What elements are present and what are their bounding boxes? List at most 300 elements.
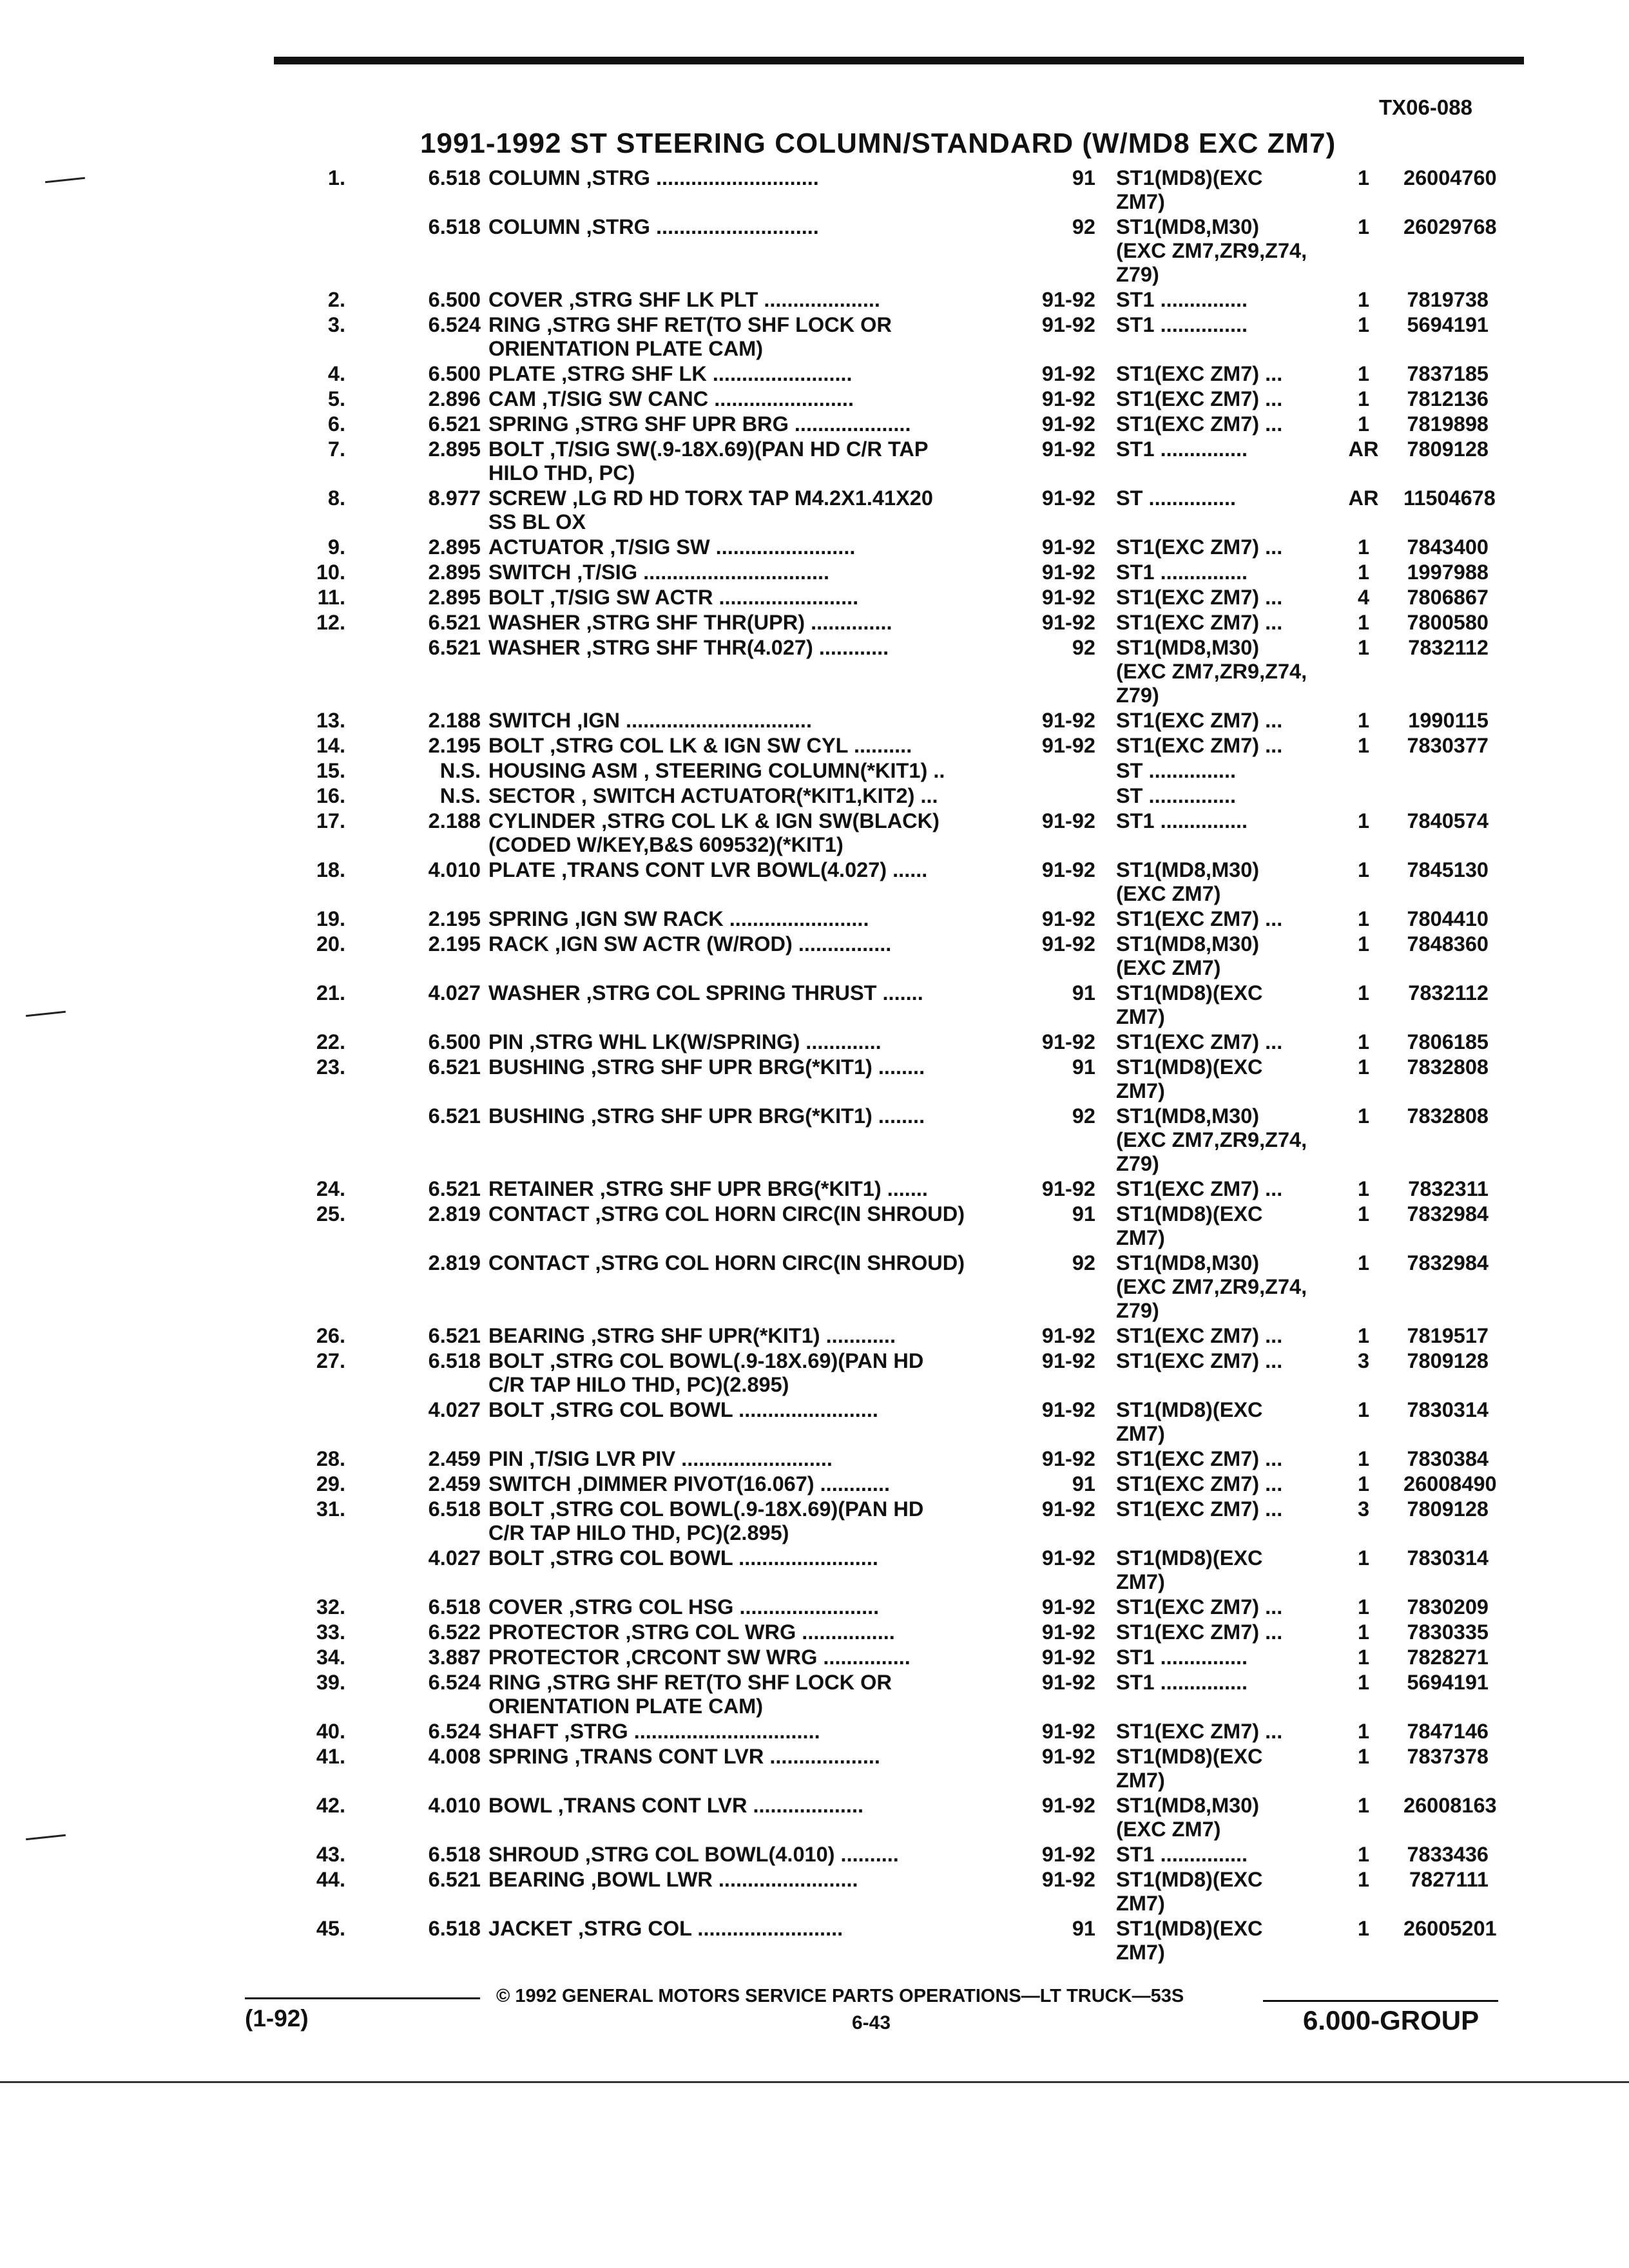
usage-code — [1116, 288, 1248, 312]
part-description — [488, 1030, 882, 1054]
quantity: 3 — [1357, 1497, 1370, 1521]
usage-code-line: ZM7) — [1116, 1769, 1165, 1792]
part-number: 26005201 — [1403, 1917, 1497, 1940]
part-description-line: BOLT ,STRG COL BOWL ........................ — [488, 1398, 878, 1421]
part-description-line: PIN ,STRG WHL LK(W/SPRING) ............. — [488, 1030, 882, 1053]
page-title: 1991-1992 ST STEERING COLUMN/STANDARD (W/MD8 EXC ZM7) — [420, 128, 1336, 159]
usage-code-line: ST1(EXC ZM7) ... — [1116, 1595, 1283, 1619]
usage-code-line: (EXC ZM7) — [1116, 1818, 1221, 1841]
usage-code-line: ZM7) — [1116, 1892, 1165, 1915]
part-number: 7804410 — [1407, 907, 1489, 930]
part-description — [488, 1349, 923, 1397]
part-description-line: COLUMN ,STRG ............................ — [488, 166, 819, 189]
usage-code — [1116, 759, 1236, 783]
part-description-line: SECTOR , SWITCH ACTUATOR(*KIT1,KIT2) ... — [488, 784, 938, 807]
usage-code-line: ST1(MD8)(EXC — [1116, 1202, 1263, 1225]
item-number: 40. — [316, 1720, 345, 1743]
usage-code — [1116, 1497, 1282, 1521]
item-number: 19. — [316, 907, 345, 930]
group-number: N.S. — [439, 759, 481, 782]
footer-page-number: 6-43 — [852, 2012, 891, 2033]
part-description — [488, 636, 889, 660]
footer-revision-date: (1-92) — [245, 2005, 309, 2032]
item-number: 26. — [316, 1324, 345, 1347]
usage-code — [1116, 1620, 1282, 1644]
usage-code — [1116, 636, 1307, 707]
group-number: 6.518 — [428, 1917, 481, 1940]
group-number: 2.895 — [428, 561, 481, 584]
parts-table — [0, 166, 1629, 1966]
usage-code-line: ZM7) — [1116, 190, 1165, 213]
usage-code — [1116, 1055, 1263, 1103]
quantity: 1 — [1357, 1546, 1370, 1570]
group-number: 6.521 — [428, 1104, 481, 1128]
model-years: 91 — [1072, 166, 1095, 189]
model-years: 92 — [1072, 1104, 1095, 1128]
part-description-line: BEARING ,STRG SHF UPR(*KIT1) ............ — [488, 1324, 896, 1347]
part-description-line: CAM ,T/SIG SW CANC ........................ — [488, 387, 854, 410]
quantity: 1 — [1357, 362, 1370, 385]
usage-code-line: ST1(MD8)(EXC — [1116, 1917, 1263, 1940]
item-number: 33. — [316, 1620, 345, 1644]
part-description-line: SS BL OX — [488, 510, 586, 533]
part-description-line: SCREW ,LG RD HD TORX TAP M4.2X1.41X20 — [488, 486, 933, 510]
usage-code — [1116, 1794, 1259, 1841]
part-number: 7837185 — [1407, 362, 1489, 385]
group-number: 2.195 — [428, 932, 481, 956]
quantity: 1 — [1357, 1794, 1370, 1817]
usage-code-line: (EXC ZM7,ZR9,Z74, — [1116, 239, 1307, 262]
part-description — [488, 412, 911, 436]
part-description — [488, 1843, 899, 1867]
group-number: 4.008 — [428, 1745, 481, 1768]
model-years: 91-92 — [1041, 535, 1095, 559]
usage-code-line: ST1(MD8,M30) — [1116, 1251, 1260, 1274]
quantity: 1 — [1357, 1671, 1370, 1694]
item-number: 1. — [327, 166, 345, 189]
usage-code-line: ST1(EXC ZM7) ... — [1116, 611, 1283, 634]
table-row — [0, 412, 1629, 437]
group-number: 2.819 — [428, 1251, 481, 1274]
quantity: 1 — [1357, 166, 1370, 189]
table-row — [0, 1595, 1629, 1620]
quantity: 1 — [1357, 288, 1370, 311]
part-description-line: BEARING ,BOWL LWR ........................ — [488, 1868, 858, 1891]
quantity: 1 — [1357, 1745, 1370, 1768]
part-number: 7809128 — [1407, 437, 1489, 461]
group-number: 2.895 — [428, 437, 481, 461]
quantity: 1 — [1357, 1917, 1370, 1940]
part-description-line: SPRING ,STRG SHF UPR BRG .................... — [488, 412, 911, 436]
usage-code-line: ST1(MD8)(EXC — [1116, 1868, 1263, 1891]
part-number: 7845130 — [1407, 858, 1489, 881]
quantity: AR — [1348, 437, 1379, 461]
usage-code — [1116, 1843, 1248, 1867]
table-row — [0, 1349, 1629, 1398]
group-number: 4.010 — [428, 1794, 481, 1817]
part-number: 7847146 — [1407, 1720, 1489, 1743]
model-years: 91-92 — [1041, 437, 1095, 461]
part-description-line: BOLT ,STRG COL BOWL ........................ — [488, 1546, 878, 1570]
group-number: 6.521 — [428, 611, 481, 634]
table-row — [0, 215, 1629, 288]
part-description-line: PIN ,T/SIG LVR PIV .......................... — [488, 1447, 833, 1470]
part-description-line: HOUSING ASM , STEERING COLUMN(*KIT1) .. — [488, 759, 945, 782]
part-description-line: COVER ,STRG SHF LK PLT .................... — [488, 288, 880, 311]
part-number: 26029768 — [1403, 215, 1497, 238]
usage-code-line: ST1(MD8)(EXC — [1116, 1745, 1263, 1768]
usage-code-line: ST1(EXC ZM7) ... — [1116, 362, 1283, 385]
part-description-line: RACK ,IGN SW ACTR (W/ROD) ................ — [488, 932, 892, 956]
part-description — [488, 1177, 928, 1201]
part-number: 7832112 — [1408, 981, 1489, 1004]
part-number: 7830314 — [1407, 1398, 1489, 1421]
usage-code-line: ST1(MD8)(EXC — [1116, 166, 1263, 189]
part-number: 7819738 — [1407, 288, 1489, 311]
quantity: 1 — [1357, 1720, 1370, 1743]
group-number: 4.027 — [428, 981, 481, 1004]
part-number: 7812136 — [1407, 387, 1489, 410]
table-row — [0, 1720, 1629, 1745]
quantity: 1 — [1357, 313, 1370, 336]
part-description — [488, 437, 929, 485]
table-row — [0, 611, 1629, 636]
usage-code — [1116, 166, 1263, 214]
footer-copyright: © 1992 GENERAL MOTORS SERVICE PARTS OPERATIONS—LT TRUCK—53S — [496, 1986, 1184, 2006]
table-row — [0, 1794, 1629, 1843]
part-description-line: C/R TAP HILO THD, PC)(2.895) — [488, 1521, 789, 1544]
item-number: 45. — [316, 1917, 345, 1940]
table-row — [0, 288, 1629, 313]
model-years: 91 — [1072, 1202, 1095, 1225]
quantity: 1 — [1357, 1202, 1370, 1225]
usage-code — [1116, 907, 1282, 931]
quantity: 1 — [1357, 1472, 1370, 1495]
usage-code-line: ST1(MD8,M30) — [1116, 1104, 1260, 1128]
quantity: 1 — [1357, 1251, 1370, 1274]
part-description-line: SHROUD ,STRG COL BOWL(4.010) .......... — [488, 1843, 899, 1866]
part-number: 5694191 — [1407, 1671, 1489, 1694]
quantity: 1 — [1357, 1104, 1370, 1128]
usage-code — [1116, 932, 1259, 980]
part-description-line: BOWL ,TRANS CONT LVR ................... — [488, 1794, 864, 1817]
part-description — [488, 1202, 965, 1226]
quantity: 1 — [1357, 412, 1370, 436]
part-description-line: BOLT ,T/SIG SW ACTR ........................ — [488, 586, 859, 609]
quantity: 1 — [1357, 1055, 1370, 1079]
usage-code-line: ST1(EXC ZM7) ... — [1116, 387, 1283, 410]
usage-code — [1116, 611, 1282, 635]
item-number: 28. — [316, 1447, 345, 1470]
table-row — [0, 1030, 1629, 1055]
model-years: 91-92 — [1041, 1843, 1095, 1866]
item-number: 6. — [327, 412, 345, 436]
usage-code-line: ST1(EXC ZM7) ... — [1116, 1720, 1283, 1743]
part-description-line: BOLT ,STRG COL BOWL(.9-18X.69)(PAN HD — [488, 1497, 924, 1521]
model-years: 91-92 — [1041, 907, 1095, 930]
part-description-line: SHAFT ,STRG ................................ — [488, 1720, 820, 1743]
table-row — [0, 709, 1629, 734]
part-description — [488, 215, 819, 239]
part-description — [488, 1917, 843, 1941]
part-description — [488, 1104, 925, 1128]
part-description — [488, 1398, 878, 1422]
item-number: 7. — [327, 437, 345, 461]
usage-code-line: ST1(MD8)(EXC — [1116, 1398, 1263, 1421]
group-number: 6.518 — [428, 1349, 481, 1372]
group-number: 6.518 — [428, 215, 481, 238]
usage-code-line: ST1(EXC ZM7) ... — [1116, 1497, 1283, 1521]
model-years: 91-92 — [1041, 1720, 1095, 1743]
table-row — [0, 362, 1629, 387]
group-number: 6.521 — [428, 1324, 481, 1347]
usage-code-line: ZM7) — [1116, 1422, 1165, 1445]
group-number: 4.010 — [428, 858, 481, 881]
part-description — [488, 734, 912, 758]
footer-rule-left — [245, 1997, 480, 1999]
usage-code-line: Z79) — [1116, 263, 1159, 286]
part-description — [488, 759, 945, 783]
part-number: 7848360 — [1407, 932, 1489, 956]
table-row — [0, 1745, 1629, 1794]
model-years: 91-92 — [1041, 561, 1095, 584]
part-number: 7830335 — [1407, 1620, 1489, 1644]
usage-code-line: ST1(MD8,M30) — [1116, 215, 1260, 238]
model-years: 91-92 — [1041, 486, 1095, 510]
item-number: 27. — [316, 1349, 345, 1372]
item-number: 8. — [327, 486, 345, 510]
model-years: 91-92 — [1041, 1868, 1095, 1891]
part-number: 7819898 — [1407, 412, 1489, 436]
usage-code-line: ST1 ............... — [1116, 561, 1248, 584]
usage-code-line: ST1(EXC ZM7) ... — [1116, 586, 1283, 609]
model-years: 91-92 — [1041, 932, 1095, 956]
part-description — [488, 486, 933, 534]
part-description-line: SPRING ,IGN SW RACK ........................ — [488, 907, 869, 930]
table-row — [0, 1917, 1629, 1966]
usage-code — [1116, 1546, 1263, 1594]
model-years: 91-92 — [1041, 362, 1095, 385]
part-description-line: JACKET ,STRG COL ......................... — [488, 1917, 843, 1940]
part-description-line: PLATE ,STRG SHF LK ........................ — [488, 362, 853, 385]
part-description-line: WASHER ,STRG SHF THR(4.027) ............ — [488, 636, 889, 659]
model-years: 91-92 — [1041, 809, 1095, 832]
part-number: 7832112 — [1408, 636, 1489, 659]
part-number: 1997988 — [1407, 561, 1489, 584]
part-description-line: CONTACT ,STRG COL HORN CIRC(IN SHROUD) — [488, 1251, 965, 1274]
usage-code-line: Z79) — [1116, 684, 1159, 707]
table-row — [0, 1646, 1629, 1671]
usage-code-line: ZM7) — [1116, 1570, 1165, 1593]
table-row — [0, 437, 1629, 486]
table-row — [0, 1620, 1629, 1646]
usage-code-line: Z79) — [1116, 1152, 1159, 1175]
group-number: 6.522 — [428, 1620, 481, 1644]
table-row — [0, 1843, 1629, 1868]
item-number: 34. — [316, 1646, 345, 1669]
part-description-line: RING ,STRG SHF RET(TO SHF LOCK OR — [488, 1671, 892, 1694]
usage-code — [1116, 1324, 1282, 1348]
table-row — [0, 561, 1629, 586]
item-number: 5. — [327, 387, 345, 410]
usage-code-line: ST1(EXC ZM7) ... — [1116, 907, 1283, 930]
part-description — [488, 1497, 923, 1545]
table-row — [0, 387, 1629, 412]
quantity: 1 — [1357, 1843, 1370, 1866]
part-description — [488, 784, 938, 808]
table-row — [0, 486, 1629, 535]
item-number: 3. — [327, 313, 345, 336]
part-description-line: COLUMN ,STRG ............................ — [488, 215, 819, 238]
model-years: 92 — [1072, 215, 1095, 238]
part-number: 11504678 — [1403, 486, 1496, 510]
group-number: 6.521 — [428, 1177, 481, 1200]
usage-code — [1116, 1745, 1263, 1792]
part-number: 7837378 — [1407, 1745, 1489, 1768]
usage-code-line: ST ............... — [1116, 784, 1237, 807]
quantity: 1 — [1357, 907, 1370, 930]
usage-code — [1116, 1646, 1248, 1669]
item-number: 31. — [316, 1497, 345, 1521]
part-description — [488, 809, 940, 857]
part-description — [488, 166, 819, 190]
quantity: 1 — [1357, 1646, 1370, 1669]
usage-code — [1116, 387, 1282, 411]
usage-code — [1116, 1177, 1282, 1201]
item-number: 9. — [327, 535, 345, 559]
item-number: 12. — [316, 611, 345, 634]
usage-code-line: ST1(EXC ZM7) ... — [1116, 1472, 1283, 1495]
model-years: 92 — [1072, 636, 1095, 659]
usage-code — [1116, 809, 1248, 833]
part-description — [488, 1595, 879, 1619]
group-number: 2.896 — [428, 387, 481, 410]
model-years: 91-92 — [1041, 1030, 1095, 1053]
usage-code-line: ST1(MD8)(EXC — [1116, 1055, 1263, 1079]
model-years: 91-92 — [1041, 1646, 1095, 1669]
model-years: 91-92 — [1041, 1497, 1095, 1521]
quantity: 1 — [1357, 1595, 1370, 1619]
group-number: 6.500 — [428, 362, 481, 385]
usage-code-line: Z79) — [1116, 1299, 1159, 1322]
usage-code-line: ST1 ............... — [1116, 1671, 1248, 1694]
usage-code-line: ST1(MD8,M30) — [1116, 1794, 1260, 1817]
usage-code-line: ST1(EXC ZM7) ... — [1116, 1177, 1283, 1200]
part-number: 7806185 — [1407, 1030, 1489, 1053]
part-description — [488, 362, 853, 386]
quantity: 3 — [1357, 1349, 1370, 1372]
part-number: 7800580 — [1407, 611, 1489, 634]
item-number: 10. — [316, 561, 345, 584]
group-number: 6.518 — [428, 1595, 481, 1619]
item-number: 29. — [316, 1472, 345, 1495]
item-number: 24. — [316, 1177, 345, 1200]
table-row — [0, 784, 1629, 809]
part-description — [488, 288, 880, 312]
part-number: 26008490 — [1403, 1472, 1497, 1495]
part-description — [488, 561, 829, 584]
table-row — [0, 1671, 1629, 1720]
usage-code — [1116, 362, 1282, 386]
part-description-line: RETAINER ,STRG SHF UPR BRG(*KIT1) ....... — [488, 1177, 928, 1200]
usage-code-line: ST1(EXC ZM7) ... — [1116, 412, 1283, 436]
quantity: 1 — [1357, 1620, 1370, 1644]
part-description-line: BUSHING ,STRG SHF UPR BRG(*KIT1) ........ — [488, 1055, 925, 1079]
part-description-line: WASHER ,STRG SHF THR(UPR) .............. — [488, 611, 892, 634]
quantity: 4 — [1357, 586, 1370, 609]
quantity: 1 — [1357, 932, 1370, 956]
part-description — [488, 981, 923, 1005]
usage-code — [1116, 313, 1248, 337]
usage-code — [1116, 1720, 1282, 1744]
model-years: 91-92 — [1041, 412, 1095, 436]
item-number: 16. — [316, 784, 345, 807]
table-row — [0, 1447, 1629, 1472]
group-number: 2.819 — [428, 1202, 481, 1225]
model-years: 91-92 — [1041, 1794, 1095, 1817]
usage-code-line: ST1(EXC ZM7) ... — [1116, 1620, 1283, 1644]
group-number: 4.027 — [428, 1546, 481, 1570]
part-number: 7843400 — [1407, 535, 1489, 559]
group-number: 6.518 — [428, 1843, 481, 1866]
usage-code-line: ZM7) — [1116, 1005, 1165, 1028]
part-number: 7809128 — [1407, 1349, 1489, 1372]
item-number: 41. — [316, 1745, 345, 1768]
part-description-line: SWITCH ,T/SIG ................................ — [488, 561, 830, 584]
usage-code-line: ST1 ............... — [1116, 1843, 1248, 1866]
usage-code — [1116, 1447, 1282, 1471]
model-years: 91-92 — [1041, 1398, 1095, 1421]
group-number: 6.521 — [428, 1055, 481, 1079]
part-description — [488, 1447, 833, 1471]
group-number: 2.459 — [428, 1472, 481, 1495]
usage-code — [1116, 784, 1236, 808]
usage-code — [1116, 709, 1282, 733]
usage-code-line: ST1 ............... — [1116, 313, 1248, 336]
usage-code — [1116, 1671, 1248, 1695]
part-description-line: COVER ,STRG COL HSG ........................ — [488, 1595, 880, 1619]
footer-rule-right — [1263, 2000, 1498, 2002]
item-number: 22. — [316, 1030, 345, 1053]
part-number: 7830209 — [1407, 1595, 1489, 1619]
model-years: 91-92 — [1041, 611, 1095, 634]
quantity: 1 — [1357, 387, 1370, 410]
quantity: 1 — [1357, 636, 1370, 659]
part-number: 7819517 — [1407, 1324, 1489, 1347]
group-number: 2.195 — [428, 734, 481, 757]
usage-code — [1116, 981, 1263, 1029]
group-number: 3.887 — [428, 1646, 481, 1669]
part-description — [488, 1324, 896, 1348]
usage-code — [1116, 535, 1282, 559]
group-number: 6.500 — [428, 288, 481, 311]
model-years: 91-92 — [1041, 1671, 1095, 1694]
group-number: 2.188 — [428, 709, 481, 732]
group-number: 2.188 — [428, 809, 481, 832]
part-description — [488, 907, 869, 931]
table-row — [0, 734, 1629, 759]
group-number: 6.521 — [428, 412, 481, 436]
item-number: 11. — [317, 586, 345, 609]
model-years: 91 — [1072, 981, 1095, 1004]
table-row — [0, 313, 1629, 362]
usage-code-line: ST1(MD8,M30) — [1116, 932, 1260, 956]
model-years: 91-92 — [1041, 313, 1095, 336]
quantity: 1 — [1357, 858, 1370, 881]
part-description — [488, 1620, 895, 1644]
model-years: 91-92 — [1041, 1349, 1095, 1372]
table-row — [0, 809, 1629, 858]
